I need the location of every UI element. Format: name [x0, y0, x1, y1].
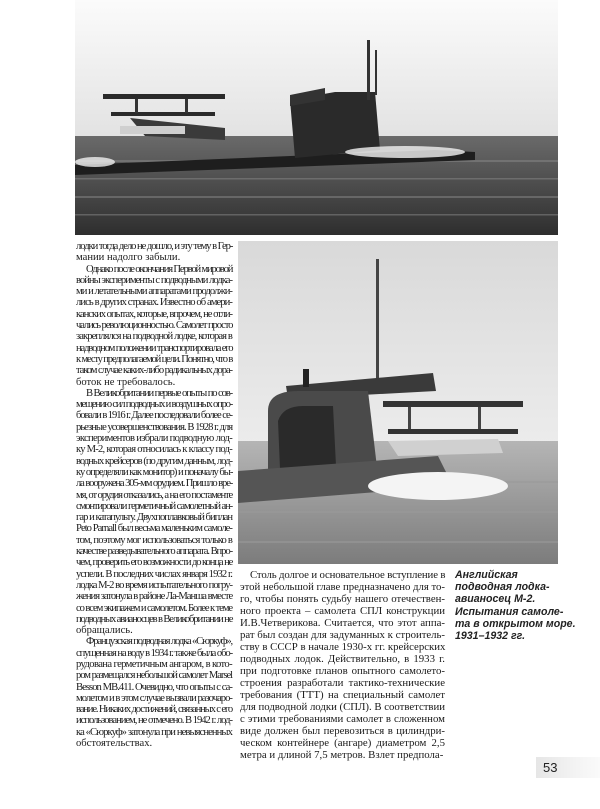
text-line: использованием, не отмечено. В 1942 г. лод-: [76, 715, 232, 727]
text-line: обстоятельствах.: [76, 738, 153, 750]
text-line: боток не требовалось.: [76, 376, 176, 388]
photo-submarine-hangar: [238, 241, 558, 564]
text-line: подводных лодок. Действительно, в 1933 г.: [240, 653, 445, 665]
text-line: Французская подводная лодка «Сюркуф»,: [86, 636, 232, 648]
text-line: при подготовке планов опытного самолето-: [240, 665, 445, 677]
text-line: жения затонула в районе Ла-Манша вместе: [76, 591, 233, 603]
text-line: ка «Сюркуф» затонула при невыясненных: [76, 726, 232, 738]
text-line: лодка М-2 во время испытательного погру-: [76, 579, 233, 591]
text-line: строения разработали тактико-технические: [240, 677, 445, 689]
left-text-column: [76, 241, 232, 749]
text-line: смонтировали герметичный самолетный ан-: [76, 500, 232, 512]
text-line: этой небольшой главе предназначено для то-: [240, 581, 445, 593]
text-line: к месту предполагаемой цели. Понятно, что в: [76, 353, 233, 365]
text-line: гар и катапульту. Двухпоплавковый биплан: [76, 512, 233, 524]
text-line: для подводной лодки (СПЛ). В соответствии: [240, 701, 445, 713]
text-line: рудована герметичным ангаром, в кото-: [76, 658, 232, 670]
text-line: ром размещался небольшой самолет Marsel: [76, 670, 232, 682]
text-line: мя, от орудия отказались, а на его постаменте: [76, 489, 233, 501]
caption-line: подводная лодка-: [455, 581, 550, 594]
text-line: со всем экипажем и самолетом. Более к теме: [76, 602, 232, 614]
middle-text-column: [240, 569, 445, 761]
text-line: И.В.Четверикова. Считается, что этот аппа-: [240, 617, 445, 629]
text-line: рат был создан для задуманных к строитель-: [240, 629, 445, 641]
text-line: с этими требованиями самолет в сложенном: [240, 713, 445, 725]
text-line: качестве разведывательного аппарата. Впро-: [76, 546, 233, 558]
text-line: молетом и в этом случае вызвали разочаро-: [76, 692, 232, 704]
caption-line: 1931–1932 гг.: [455, 630, 526, 643]
text-line: закреплялся на подводной лодке, которая в: [76, 331, 232, 343]
caption-line: авианосец М-2.: [455, 593, 536, 606]
text-line: лись в других странах. Известно об амери-: [76, 297, 232, 309]
text-line: ла вооружена 305-мм орудием. Пришло вре-: [76, 478, 233, 490]
text-line: вание. Никаких достижений, связанных с его: [76, 704, 232, 716]
caption-line: Испытания самоле-: [455, 605, 564, 618]
caption-line: та в открытом море.: [455, 617, 576, 630]
text-line: мещению сил подводных и воздушных опро-: [76, 399, 232, 411]
text-line: таком случае каких-либо радикальных дора-: [76, 365, 232, 377]
text-line: обращались.: [76, 625, 133, 637]
text-line: ми и летательными аппаратами продолжи-: [76, 286, 232, 298]
text-line: войны эксперименты с подводными лодка-: [76, 274, 232, 286]
caption-line: Английская: [455, 569, 518, 581]
text-line: успели. В последних числах января 1932 г.: [76, 568, 233, 580]
text-line: Peto Parnall был весьма маленьким самоле-: [76, 523, 233, 535]
text-line: требования (ТТТ) на специальный самолет: [240, 689, 445, 701]
text-line: ного проекта – самолета СПЛ конструкции: [240, 605, 445, 617]
text-line: го, чтобы понять судьбу нашего отечествен-: [240, 593, 445, 605]
text-line: Однако после окончания Первой мировой: [86, 263, 233, 275]
text-line: бовали в 1916 г. Далее последовали более се-: [76, 410, 232, 422]
text-line: ческом контейнере (ангаре) диаметром 2,5: [240, 737, 445, 749]
text-line: Besson MB.411. Очевидно, что опыты с са-: [76, 681, 232, 693]
text-line: ку определяли как монитор) и поначалу бы-: [76, 466, 233, 478]
text-line: канских опытах, которые, впрочем, не отли-: [76, 308, 232, 320]
text-line: чем, проверить его возможности до конца не: [76, 557, 233, 569]
text-line: Столь долгое и основательное вступление в: [250, 569, 446, 581]
page-number: 53: [536, 757, 600, 778]
text-line: виде должен был перевозиться в цилиндри-: [240, 725, 445, 737]
text-line: ку М-2, которая относилась к классу под-: [76, 444, 232, 456]
text-line: В Великобритании первые опыты по сов-: [86, 387, 232, 399]
photo-caption: [455, 569, 576, 643]
text-line: метра и длиной 7,5 метров. Взлет предпола-: [240, 749, 444, 761]
text-line: водных крейсеров (по другим данным, лод-: [76, 455, 232, 467]
text-line: мании надолго забыли.: [76, 252, 181, 264]
text-line: экспериментов избрали подводную лод-: [76, 433, 233, 445]
photo-submarine-with-seaplane: [75, 0, 558, 235]
text-line: надводном положении транспортировала его: [76, 342, 233, 354]
text-line: ству в СССР в начале 1930-х гг. крейсерских: [240, 641, 446, 653]
text-line: рьезные усовершенствования. В 1928 г. для: [76, 421, 233, 433]
text-line: спущенная на воду в 1934 г. также была обо-: [76, 647, 233, 659]
text-line: чались революционностью. Самолет просто: [76, 320, 233, 332]
text-line: том, поэтому мог использоваться только в: [76, 534, 232, 546]
text-line: подводных авианосцев в Великобритании не: [76, 613, 233, 625]
text-line: лодки тогда дело не дошло, и эту тему в Гер-: [76, 241, 233, 252]
